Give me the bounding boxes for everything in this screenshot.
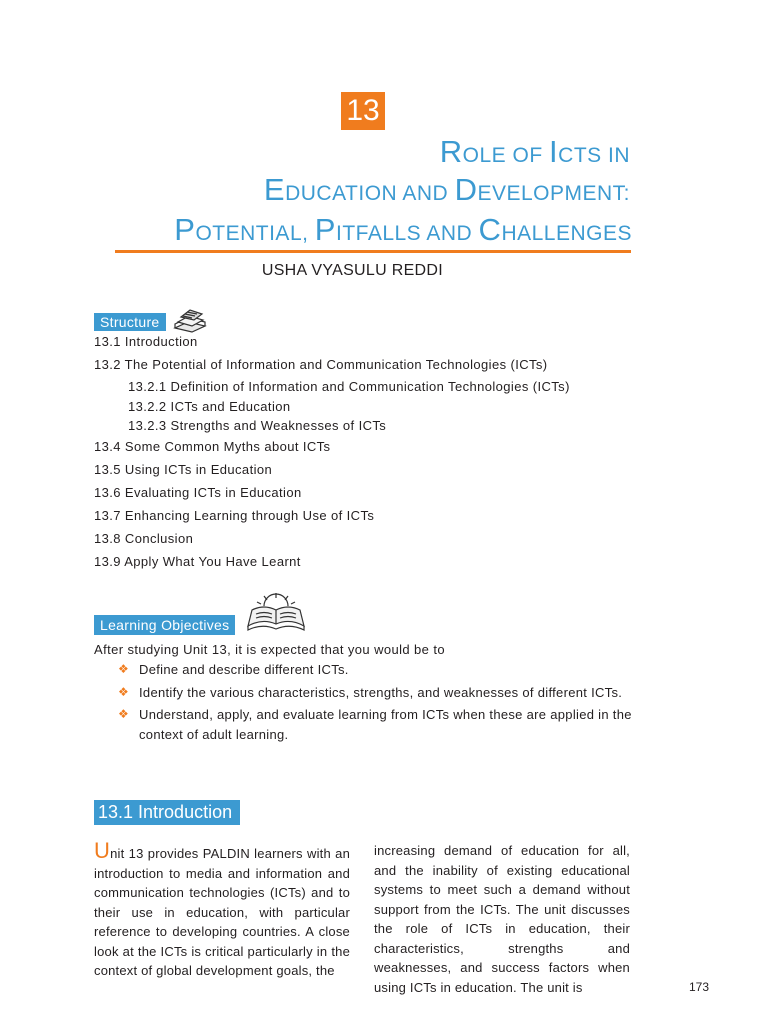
objective-text: Identify the various characteristics, strengths, and weaknesses of different ICTs. [139, 684, 623, 700]
body-column-1 [94, 838, 350, 981]
structure-item: 13.1 Introduction [94, 334, 198, 349]
page-number: 173 [689, 980, 710, 994]
chapter-title-line-3: POTENTIAL, PITFALLS AND CHALLENGES [174, 212, 632, 247]
structure-item: 13.2.3 Strengths and Weaknesses of ICTs [128, 418, 387, 433]
structure-item: 13.2.1 Definition of Information and Communication Technologies (ICTs) [128, 379, 570, 394]
books-icon [172, 306, 208, 334]
learning-objectives-label: Learning Objectives [94, 615, 235, 635]
author-name: USHA VYASULU REDDI [261, 262, 443, 279]
structure-item: 13.8 Conclusion [94, 530, 194, 546]
body-text-1: nit 13 provides PALDIN learners with an introduction to media and information and communication technologies (ICTs) and to their use in education, with particular reference to developing countries. A close look at the ICTs is critical particularly in the context of global development goals, the [94, 846, 350, 978]
objective-item [118, 660, 638, 680]
structure-item: 13.2 The Potential of Information and Communication Technologies (ICTs) [94, 357, 548, 372]
diamond-bullet-icon: ❖ [118, 707, 130, 721]
chapter-number: 13 [341, 92, 385, 130]
chapter-title-line-2: EDUCATION AND DEVELOPMENT: [263, 172, 630, 207]
objectives-intro: After studying Unit 13, it is expected that you would be to [94, 642, 445, 657]
structure-label: Structure [94, 313, 166, 331]
structure-item: 13.6 Evaluating ICTs in Education [94, 484, 302, 500]
objectives-list [118, 660, 638, 747]
diamond-bullet-icon: ❖ [118, 662, 130, 676]
structure-item: 13.9 Apply What You Have Learnt [94, 553, 301, 569]
open-book-sun-icon [244, 592, 308, 636]
chapter-title-line-1: ROLE OF ICTS IN [439, 134, 630, 169]
drop-cap: U [94, 838, 111, 863]
structure-item: 13.7 Enhancing Learning through Use of ICTs [94, 507, 375, 523]
objective-item [118, 705, 638, 744]
structure-item: 13.2.2 ICTs and Education [128, 398, 291, 414]
structure-list [94, 332, 694, 575]
objective-item [118, 683, 638, 703]
title-underline [115, 250, 631, 253]
objective-text: Understand, apply, and evaluate learning from ICTs when these are applied in the context of adult learning. [139, 707, 632, 742]
section-heading: 13.1 Introduction [94, 800, 240, 825]
structure-item: 13.5 Using ICTs in Education [94, 461, 273, 477]
objective-text: Define and describe different ICTs. [139, 662, 349, 677]
structure-item: 13.4 Some Common Myths about ICTs [94, 438, 331, 454]
body-column-2: increasing demand of education for all, and the inability of existing educational systems to meet such a demand without support from the ICTs. The unit discusses the role of ICTs in education, their characteristics, strengths and weaknesses, and success factors when using ICTs in education. The unit is [374, 843, 630, 995]
diamond-bullet-icon: ❖ [118, 684, 130, 699]
